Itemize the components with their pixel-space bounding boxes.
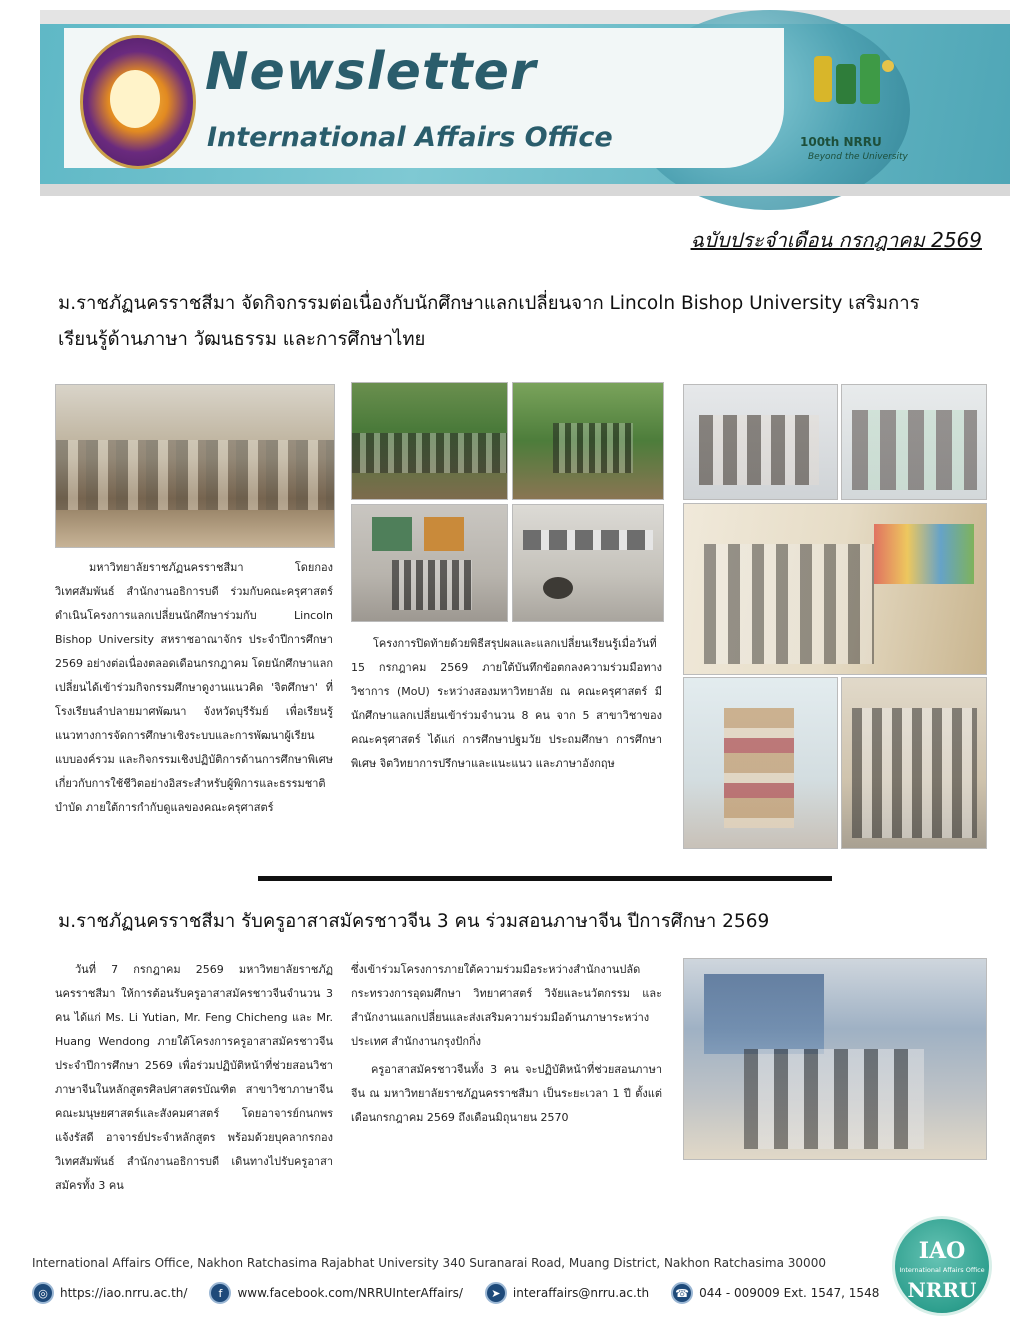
banner-top-stripe (40, 10, 1010, 24)
section-divider (258, 876, 832, 881)
article1-headline-line2: เรียนรู้ด้านภาษา วัฒนธรรม และการศึกษาไทย (58, 329, 426, 350)
photo-art-activity (683, 677, 838, 849)
footer-facebook[interactable] (209, 1282, 462, 1304)
article1-headline-line1: ม.ราชภัฏนครราชสีมา จัดกิจกรรมต่อเนื่องกับนักศึกษาแลกเปลี่ยนจาก Lincoln Bishop University เสริมการ (58, 293, 920, 314)
footer-website-text[interactable]: https://iao.nrru.ac.th/ (60, 1286, 188, 1300)
anniversary-logo-text: 100th NRRU (800, 135, 882, 149)
photo-school-corridor (683, 503, 987, 675)
photo-gallery-room (512, 504, 664, 622)
footer-phone-text: 044 - 009009 Ext. 1547, 1548 (699, 1286, 880, 1300)
article1-paragraph1: มหาวิทยาลัยราชภัฏนครราชสีมา โดยกองวิเทศสัมพันธ์ สำนักงานอธิการบดี ร่วมกับคณะครุศาสตร์ ดำเนินโครงการแลกเปลี่ยนนักศึกษาร่วมกับ Lincoln Bishop University สหราชอาณาจักร ประจำปีการศึกษา 2569 อย่างต่อเนื่องตลอดเดือนกรกฎาคม โดยนักศึกษาแลกเปลี่ยนได้เข้าร่วมกิจกรรมศึกษาดูงานแนวคิด 'จิตศึกษา' ที่โรงเรียนลำปลายมาศพัฒนา จังหวัดบุรีรัมย์ เพื่อเรียนรู้แนวทางการจัดการศึกษาเชิงระบบและการพัฒนาผู้เรียนแบบองค์รวม และกิจกรรมเชิงปฏิบัติการด้านการศึกษาพิเศษเกี่ยวกับการใช้ชีวิตอย่างอิสระสำหรับผู้พิการและธรรมชาติบำบัด ภายใต้การกำกับดูแลของคณะครุศาสตร์ (55, 561, 333, 814)
phone-icon: ☎ (671, 1282, 693, 1304)
photo-airport-welcome (683, 958, 987, 1160)
footer-contacts (32, 1281, 901, 1305)
footer-email[interactable] (485, 1282, 649, 1304)
facebook-icon: f (209, 1282, 231, 1304)
footer-email-text[interactable]: interaffairs@nrru.ac.th (512, 1286, 650, 1300)
photo-gallery-group (351, 504, 508, 622)
article1-paragraph2: โครงการปิดท้ายด้วยพิธีสรุปผลและแลกเปลี่ยนเรียนรู้เมื่อวันที่ 15 กรกฎาคม 2569 ภายใต้บันทึกข้อตกลงความร่วมมือทางวิชาการ (MoU) ระหว่างสองมหาวิทยาลัย ณ คณะครุศาสตร์ มีนักศึกษาแลกเปลี่ยนเข้าร่วมจำนวน 8 คน จาก 5 สาขาวิชาของคณะครุศาสตร์ ได้แก่ การศึกษาปฐมวัย ประถมศึกษา การศึกษาพิเศษ จิตวิทยาการปรึกษาและแนะแนว และภาษาอังกฤษ (351, 637, 662, 770)
newsletter-subtitle: International Affairs Office (207, 122, 613, 153)
footer-facebook-text[interactable]: www.facebook.com/NRRUInterAffairs/ (237, 1286, 463, 1300)
photo-student-group (841, 677, 987, 849)
globe-icon: ◎ (32, 1282, 54, 1304)
photo-group-seated (55, 384, 335, 548)
iao-badge-main: IAO (918, 1238, 966, 1264)
footer-org-address: International Affairs Office, Nakhon Ratchasima Rajabhat University 340 Suranarai Road, Muang District, Nakhon Ratchasima 30000 (32, 1256, 826, 1270)
anniversary-logo (800, 50, 900, 120)
issue-label: ฉบับประจำเดือน กรกฎาคม 2569 (690, 228, 982, 252)
article2-paragraph2: ซึ่งเข้าร่วมโครงการภายใต้ความร่วมมือระหว่างสำนักงานปลัดกระทรวงการอุดมศึกษา วิทยาศาสตร์ วิจัยและนวัตกรรม และสำนักงานแลกเปลี่ยนและส่งเสริมความร่วมมือด้านภาษาระหว่างประเทศ สำนักงานกรุงปักกิ่ง (351, 963, 662, 1048)
banner-bottom-stripe (40, 184, 1010, 196)
photo-outdoor-circle (351, 382, 508, 500)
footer-phone (671, 1282, 879, 1304)
photo-classroom-2 (841, 384, 987, 500)
footer-website[interactable] (32, 1282, 187, 1304)
anniversary-logo-tagline: Beyond the University (808, 152, 908, 162)
seal-center (110, 70, 160, 128)
article2-paragraph1: วันที่ 7 กรกฎาคม 2569 มหาวิทยาลัยราชภัฏนครราชสีมา ให้การต้อนรับครูอาสาสมัครชาวจีนจำนวน 3 คน ได้แก่ Ms. Li Yutian, Mr. Feng Chicheng และ Mr. Huang Wendong ภายใต้โครงการครูอาสาสมัครชาวจีน ประจำปีการศึกษา 2569 เพื่อร่วมปฏิบัติหน้าที่ช่วยสอนวิชาภาษาจีนในหลักสูตรศิลปศาสตรบัณฑิต สาขาวิชาภาษาจีน คณะมนุษยศาสตร์และสังคมศาสตร์ โดยอาจารย์กนกพร แจ้งรัสดี อาจารย์ประจำหลักสูตร พร้อมด้วยบุคลากรกองวิเทศสัมพันธ์ สำนักงานอธิการบดี เดินทางไปรับครูอาสาสมัครทั้ง 3 คน (55, 963, 333, 1192)
photo-garden-walk (512, 382, 664, 500)
article1-headline (58, 286, 968, 358)
iao-badge-bottom: NRRU (907, 1278, 977, 1302)
article2-paragraph3: ครูอาสาสมัครชาวจีนทั้ง 3 คน จะปฏิบัติหน้าที่ช่วยสอนภาษาจีน ณ มหาวิทยาลัยราชภัฏนครราชสีมา เป็นระยะเวลา 1 ปี ตั้งแต่เดือนกรกฎาคม 2569 ถึงเดือนมิถุนายน 2570 (351, 1063, 662, 1124)
photo-classroom-1 (683, 384, 838, 500)
email-icon: ➤ (485, 1282, 507, 1304)
iao-badge-sub: International Affairs Office (899, 1266, 985, 1274)
article2-headline: ม.ราชภัฏนครราชสีมา รับครูอาสาสมัครชาวจีน 3 คน ร่วมสอนภาษาจีน ปีการศึกษา 2569 (58, 911, 770, 932)
newsletter-title: Newsletter (205, 42, 537, 102)
